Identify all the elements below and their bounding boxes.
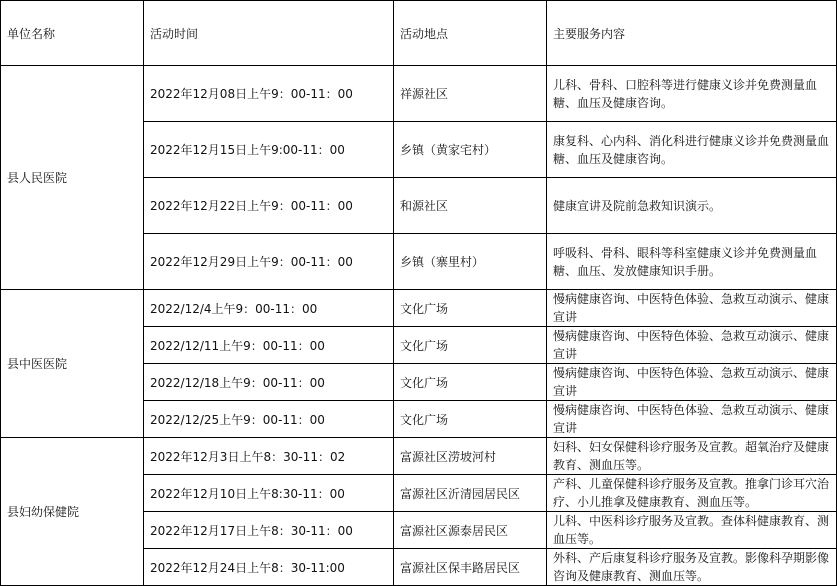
activity-time-cell: 2022年12月08日上午9：00-11：00 (144, 66, 394, 122)
unit-name-cell: 县妇幼保健院 (1, 438, 144, 586)
table-row (1, 66, 837, 122)
service-content-cell: 妇科、妇女保健科诊疗服务及宣教。超氧治疗及健康教育、测血压等。 (547, 438, 837, 475)
unit-name-cell: 县人民医院 (1, 66, 144, 290)
header-place: 活动地点 (394, 1, 547, 66)
header-row (1, 1, 837, 66)
header-time: 活动时间 (144, 1, 394, 66)
activity-place-cell: 乡镇（黄家宅村） (394, 122, 547, 178)
service-content-cell: 慢病健康咨询、中医特色体验、急救互动演示、健康宣讲 (547, 364, 837, 401)
service-content-cell: 外科、产后康复科诊疗服务及宣教。影像科孕期影像咨询及健康教育、测血压等。 (547, 549, 837, 586)
service-content-cell: 儿科、骨科、口腔科等进行健康义诊并免费测量血糖、血压及健康咨询。 (547, 66, 837, 122)
service-content-cell: 慢病健康咨询、中医特色体验、急救互动演示、健康宣讲 (547, 290, 837, 327)
table-row (1, 438, 837, 475)
activity-time-cell: 2022/12/25上午9：00-11：00 (144, 401, 394, 438)
activity-time-cell: 2022年12月10日上午8:30-11：00 (144, 475, 394, 512)
activity-place-cell: 文化广场 (394, 290, 547, 327)
service-content-cell: 健康宣讲及院前急救知识演示。 (547, 178, 837, 234)
activity-time-cell: 2022年12月3日上午8：30-11：02 (144, 438, 394, 475)
activity-place-cell: 富源社区保丰路居民区 (394, 549, 547, 586)
activity-place-cell: 祥源社区 (394, 66, 547, 122)
activity-place-cell: 文化广场 (394, 401, 547, 438)
service-content-cell: 儿科、中医科诊疗服务及宣教。查体科健康教育、测血压等。 (547, 512, 837, 549)
activity-place-cell: 富源社区涝坡河村 (394, 438, 547, 475)
activity-place-cell: 和源社区 (394, 178, 547, 234)
activity-time-cell: 2022年12月29日上午9：00-11：00 (144, 234, 394, 290)
activity-time-cell: 2022/12/4上午9：00-11：00 (144, 290, 394, 327)
service-content-cell: 产科、儿童保健科诊疗服务及宣教。推拿门诊耳穴治疗、小儿推拿及健康教育、测血压等。 (547, 475, 837, 512)
activity-time-cell: 2022/12/18上午9：00-11：00 (144, 364, 394, 401)
unit-name-cell: 县中医医院 (1, 290, 144, 438)
service-content-cell: 慢病健康咨询、中医特色体验、急救互动演示、健康宣讲 (547, 401, 837, 438)
activity-time-cell: 2022年12月22日上午9：00-11：00 (144, 178, 394, 234)
activity-place-cell: 富源社区沂清园居民区 (394, 475, 547, 512)
activity-time-cell: 2022年12月15日上午9:00-11：00 (144, 122, 394, 178)
service-content-cell: 康复科、心内科、消化科进行健康义诊并免费测量血糖、血压及健康咨询。 (547, 122, 837, 178)
table-row (1, 290, 837, 327)
activity-place-cell: 富源社区源泰居民区 (394, 512, 547, 549)
activity-time-cell: 2022/12/11上午9：00-11：00 (144, 327, 394, 364)
activity-place-cell: 文化广场 (394, 327, 547, 364)
activity-time-cell: 2022年12月17日上午8：30-11：00 (144, 512, 394, 549)
service-content-cell: 慢病健康咨询、中医特色体验、急救互动演示、健康宣讲 (547, 327, 837, 364)
activity-place-cell: 文化广场 (394, 364, 547, 401)
header-content: 主要服务内容 (547, 1, 837, 66)
activity-time-cell: 2022年12月24日上午8：30-11:00 (144, 549, 394, 586)
header-unit: 单位名称 (1, 1, 144, 66)
activity-place-cell: 乡镇（寨里村） (394, 234, 547, 290)
service-content-cell: 呼吸科、骨科、眼科等科室健康义诊并免费测量血糖、血压、发放健康知识手册。 (547, 234, 837, 290)
